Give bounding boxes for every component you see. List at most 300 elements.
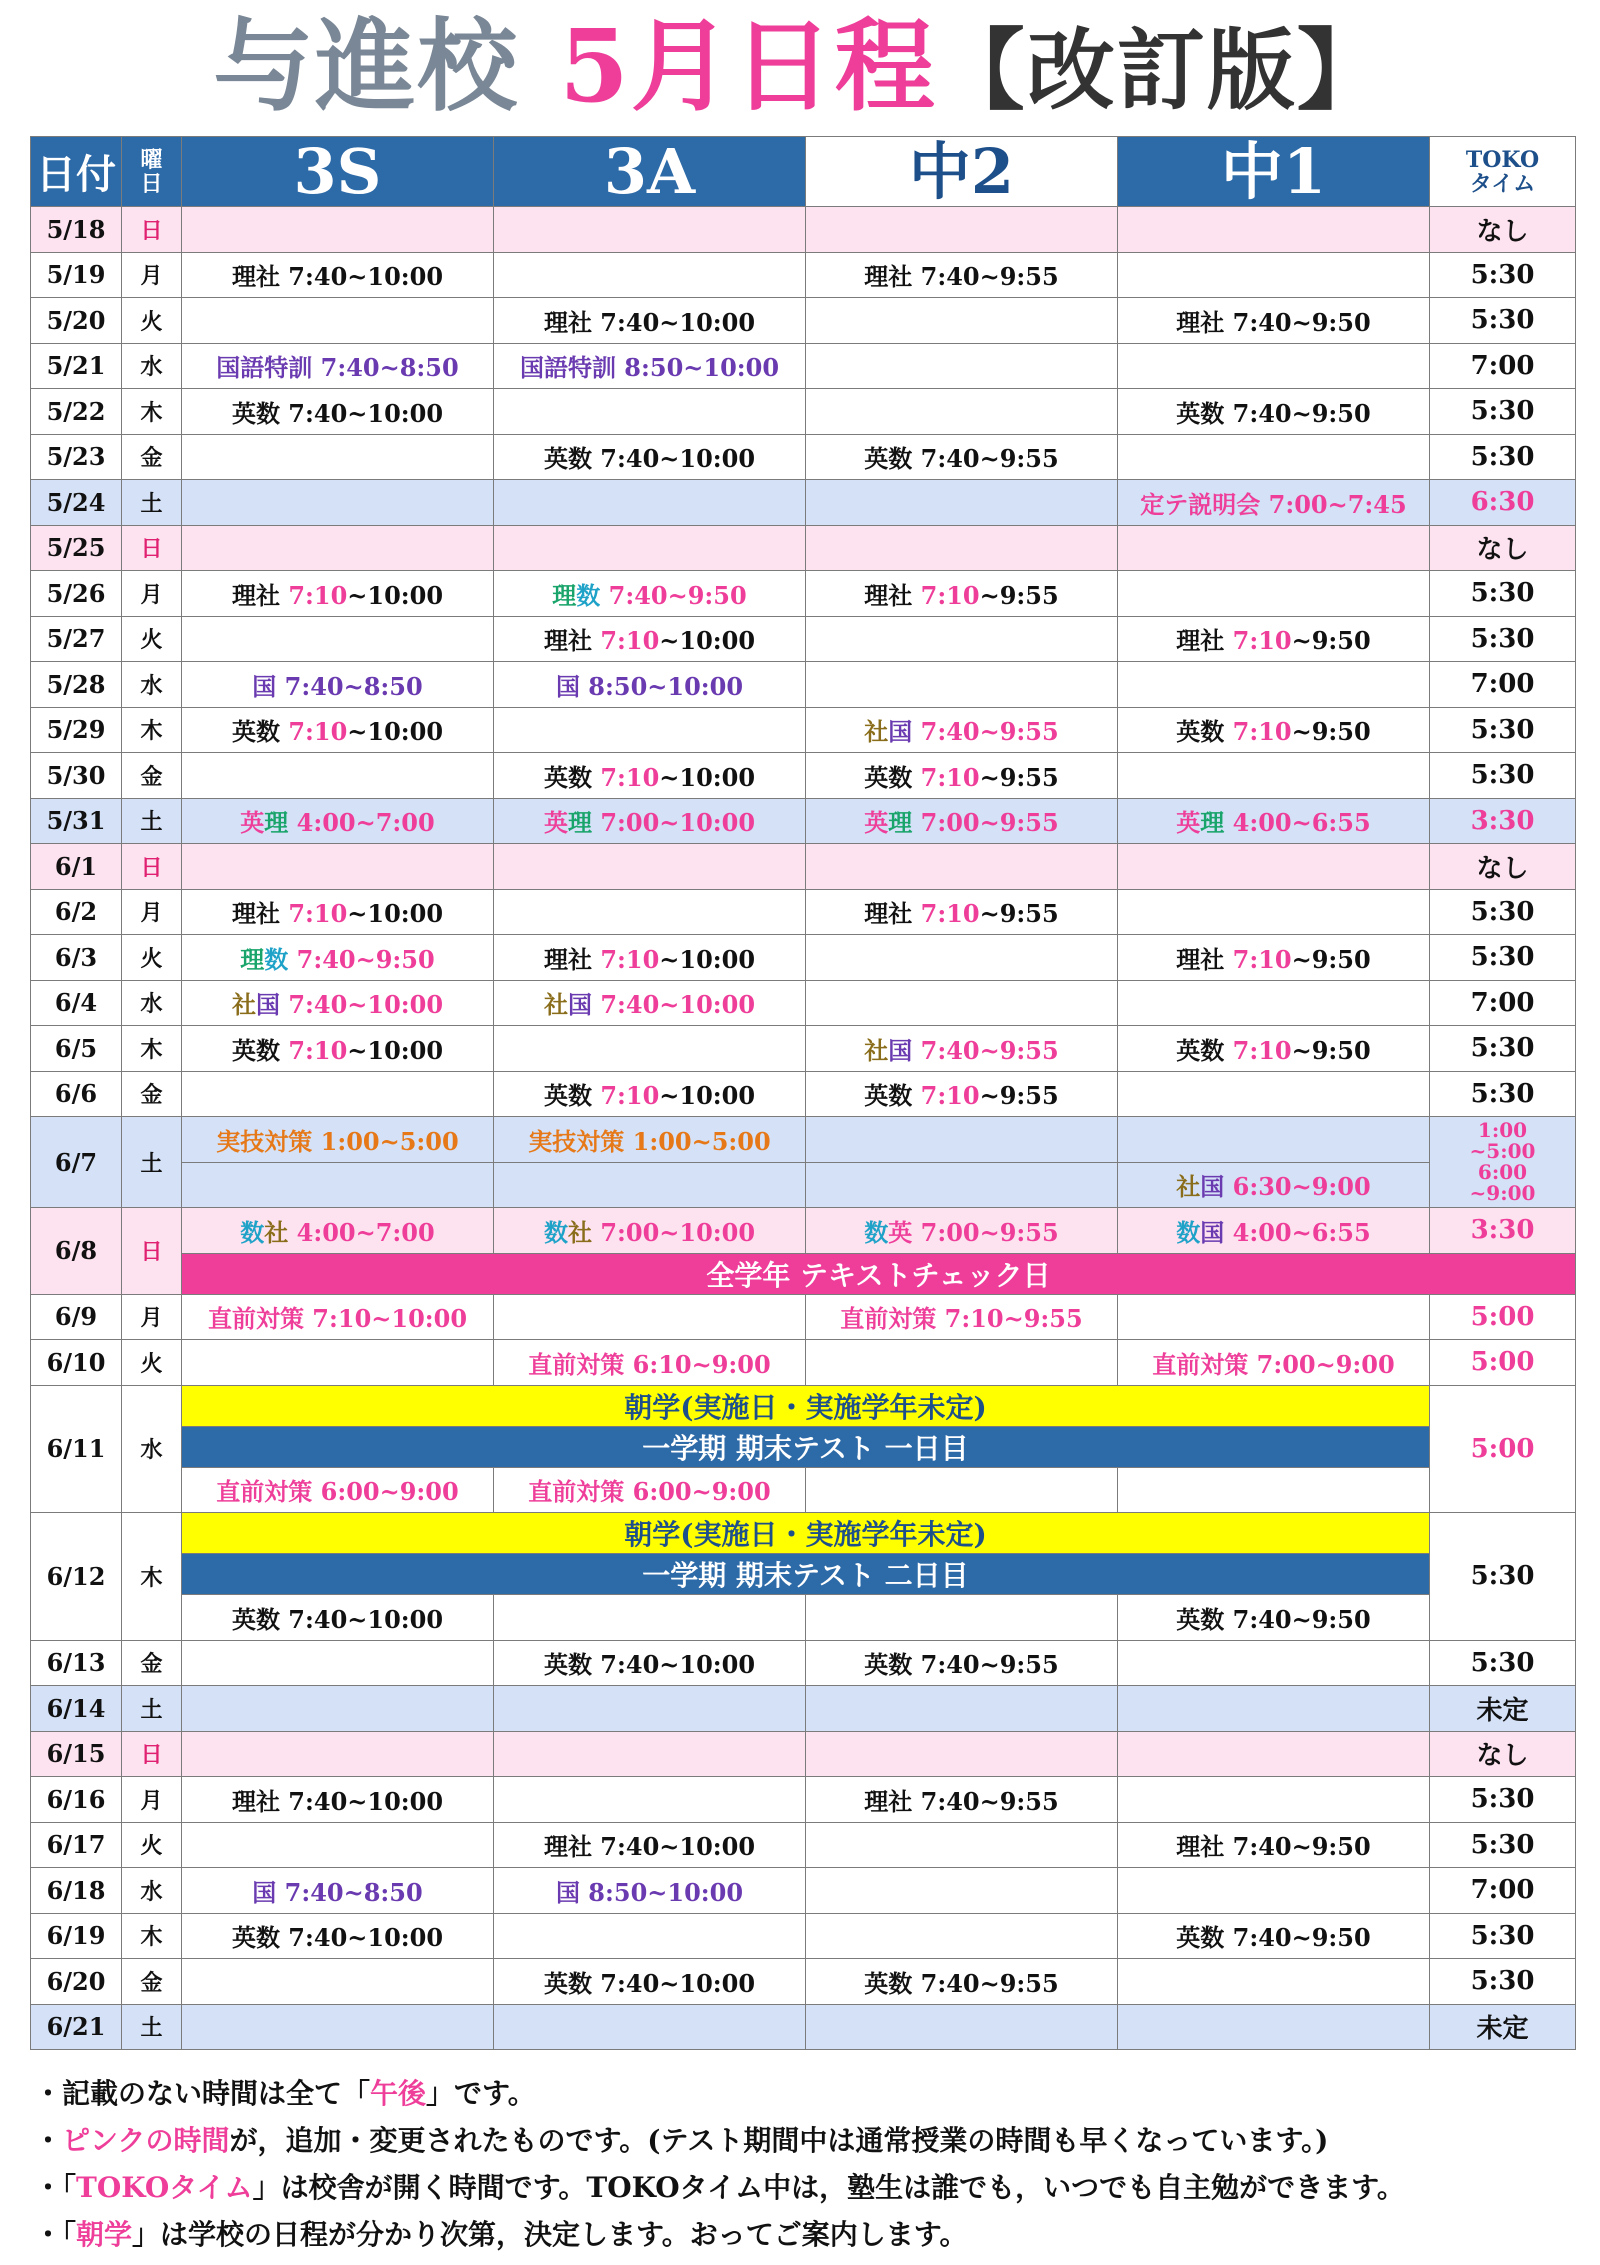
cell-3a: 国 8:50~10:00 <box>494 662 806 708</box>
table-row <box>31 1822 1576 1868</box>
note-highlight: ピンクの時間 <box>62 2124 230 2157</box>
weekday-cell: 土 <box>122 480 182 526</box>
time-changed: 7:00~9:55 <box>920 1217 1059 1247</box>
date-cell: 5/20 <box>31 298 122 344</box>
table-row <box>31 1340 1576 1386</box>
date-cell: 6/4 <box>31 980 122 1026</box>
time-changed: 7:10 <box>288 899 348 929</box>
date-cell: 6/3 <box>31 935 122 981</box>
time-rest: ~9:50 <box>1291 1035 1371 1065</box>
date-cell: 5/19 <box>31 252 122 298</box>
table-row <box>31 389 1576 435</box>
subject-label: 英 <box>864 808 889 838</box>
cell-3a: 直前対策 6:00~9:00 <box>494 1467 806 1513</box>
subject-label: 社 <box>1176 1172 1201 1202</box>
cell-3s <box>182 616 494 662</box>
time-rest: ~9:50 <box>1291 717 1371 747</box>
cell-3s: 直前対策 6:00~9:00 <box>182 1467 494 1513</box>
cell-3s <box>182 1640 494 1686</box>
cell-3s <box>182 1822 494 1868</box>
date-cell: 5/28 <box>31 662 122 708</box>
cell-3a <box>494 207 806 253</box>
cell-m1 <box>1118 1026 1430 1072</box>
cell-m1 <box>1118 1868 1430 1914</box>
date-cell: 5/27 <box>31 616 122 662</box>
cell-3s <box>182 571 494 617</box>
weekday-cell: 土 <box>122 2004 182 2050</box>
table-row <box>31 1294 1576 1340</box>
cell-3a <box>494 980 806 1026</box>
toko-line: 6:00 <box>1477 1160 1528 1184</box>
cell-3a: 国語特訓 8:50~10:00 <box>494 343 806 389</box>
toko-cell: 未定 <box>1430 2004 1576 2050</box>
table-row <box>31 1868 1576 1914</box>
notes <box>34 2070 1574 2258</box>
subject-label: 社 <box>567 1217 592 1247</box>
table-row <box>31 889 1576 935</box>
cell-3a <box>494 1913 806 1959</box>
cell-m1 <box>1118 1731 1430 1777</box>
weekday-cell: 木 <box>122 1513 182 1641</box>
toko-cell: 5:30 <box>1430 616 1576 662</box>
toko-cell: 7:00 <box>1430 662 1576 708</box>
cell-3s <box>182 1731 494 1777</box>
time-changed: 7:40~9:55 <box>920 1035 1059 1065</box>
note-highlight: 午後 <box>370 2077 427 2110</box>
title-revision: 【改訂版】 <box>936 18 1387 122</box>
toko-cell: なし <box>1430 844 1576 890</box>
date-cell: 6/13 <box>31 1640 122 1686</box>
cell-3a: 英数 7:40~10:00 <box>494 1959 806 2005</box>
cell-3s <box>182 753 494 799</box>
subject-label: 理社 <box>543 944 592 974</box>
toko-cell: 5:30 <box>1430 753 1576 799</box>
cell-m1 <box>1118 707 1430 753</box>
cell-m2 <box>806 616 1118 662</box>
date-cell: 6/18 <box>31 1868 122 1914</box>
cell-3a: 理社 7:40~10:00 <box>494 1822 806 1868</box>
cell-m1 <box>1118 1294 1430 1340</box>
cell-m2 <box>806 889 1118 935</box>
weekday-cell: 木 <box>122 389 182 435</box>
cell-3s <box>182 1340 494 1386</box>
toko-cell <box>1430 1117 1576 1208</box>
table-row <box>31 1071 1576 1117</box>
time-changed: 7:10 <box>1232 717 1292 747</box>
toko-cell: 5:30 <box>1430 1959 1576 2005</box>
note-text: ・ <box>34 2124 63 2157</box>
weekday-cell: 月 <box>122 1777 182 1823</box>
date-cell: 6/17 <box>31 1822 122 1868</box>
weekday-cell: 木 <box>122 1026 182 1072</box>
time-changed: 7:10 <box>1232 626 1292 656</box>
toko-cell: 5:30 <box>1430 1777 1576 1823</box>
cell-3a: 直前対策 6:10~9:00 <box>494 1340 806 1386</box>
toko-cell: なし <box>1430 207 1576 253</box>
weekday-cell: 月 <box>122 889 182 935</box>
cell-m2 <box>806 525 1118 571</box>
toko-cell: 5:30 <box>1430 1822 1576 1868</box>
weekday-cell: 火 <box>122 616 182 662</box>
cell-m1: 英数 7:40~9:50 <box>1118 389 1430 435</box>
cell-m2 <box>806 1117 1118 1163</box>
subject-label: 理社 <box>1176 944 1225 974</box>
cell-m1 <box>1118 1208 1430 1254</box>
cell-m2 <box>806 1071 1118 1117</box>
cell-m2 <box>806 389 1118 435</box>
date-cell: 5/21 <box>31 343 122 389</box>
weekday-cell: 金 <box>122 434 182 480</box>
note-line <box>34 2117 1574 2164</box>
weekday-cell: 月 <box>122 1294 182 1340</box>
table-row <box>31 1026 1576 1072</box>
date-cell: 6/9 <box>31 1294 122 1340</box>
subject-label: 理 <box>552 580 577 610</box>
date-cell: 6/11 <box>31 1385 122 1513</box>
header-weekday <box>122 137 182 207</box>
cell-3a <box>494 1686 806 1732</box>
time-rest: ~9:55 <box>979 580 1059 610</box>
table-row <box>31 980 1576 1026</box>
cell-m2 <box>806 343 1118 389</box>
subject-label: 数 <box>240 1217 265 1247</box>
date-cell: 5/23 <box>31 434 122 480</box>
date-cell: 6/16 <box>31 1777 122 1823</box>
table-row <box>31 707 1576 753</box>
weekday-cell: 金 <box>122 1071 182 1117</box>
time-rest: ~10:00 <box>347 899 444 929</box>
time-rest: ~10:00 <box>347 580 444 610</box>
note-line <box>34 2164 1574 2211</box>
cell-m1: 直前対策 7:00~9:00 <box>1118 1340 1430 1386</box>
cell-m1: 理社 7:40~9:50 <box>1118 298 1430 344</box>
cell-3a: 英数 7:40~10:00 <box>494 434 806 480</box>
cell-m1 <box>1118 434 1430 480</box>
subject-label: 理社 <box>231 899 280 929</box>
table-row <box>31 1513 1576 1554</box>
toko-cell: 7:00 <box>1430 980 1576 1026</box>
date-cell: 6/10 <box>31 1340 122 1386</box>
time-changed: 7:40~9:50 <box>608 580 747 610</box>
cell-m1 <box>1118 1467 1430 1513</box>
cell-m2 <box>806 1913 1118 1959</box>
note-highlight: 朝学 <box>76 2218 133 2251</box>
note-text: 」は学校の日程が分かり次第，決定します。おってご案内します。 <box>132 2218 968 2251</box>
header-weekday-bottom: 日 <box>140 170 163 197</box>
cell-m1 <box>1118 662 1430 708</box>
cell-3a <box>494 480 806 526</box>
subject-label: 数 <box>264 944 289 974</box>
note-text: が，追加・変更されたものです。(テスト期間中は通常授業の時間も早くなっています。) <box>229 2124 1329 2157</box>
subject-label: 英数 <box>1176 1035 1225 1065</box>
subject-label: 国 <box>1200 1172 1225 1202</box>
cell-3s: 国 7:40~8:50 <box>182 662 494 708</box>
table-row <box>31 1208 1576 1254</box>
date-cell: 5/24 <box>31 480 122 526</box>
note-text: ・「 <box>34 2171 77 2204</box>
cell-m1 <box>1118 753 1430 799</box>
cell-m1 <box>1118 525 1430 571</box>
cell-m2 <box>806 1162 1118 1208</box>
time-changed: 7:40~10:00 <box>600 990 756 1020</box>
cell-m1 <box>1118 1777 1430 1823</box>
weekday-cell: 金 <box>122 1640 182 1686</box>
cell-3a: 実技対策 1:00~5:00 <box>494 1117 806 1163</box>
cell-3s <box>182 207 494 253</box>
table-row <box>31 1913 1576 1959</box>
cell-m2 <box>806 1868 1118 1914</box>
table-row <box>31 1640 1576 1686</box>
time-changed: 7:10 <box>920 899 980 929</box>
subject-label: 数 <box>576 580 601 610</box>
cell-3a <box>494 844 806 890</box>
cell-m2: 理社 7:40~9:55 <box>806 252 1118 298</box>
cell-3s: 直前対策 7:10~10:00 <box>182 1294 494 1340</box>
subject-label: 国 <box>567 990 592 1020</box>
table-row <box>31 1554 1576 1595</box>
toko-cell: 3:30 <box>1430 1208 1576 1254</box>
cell-m1: 英数 7:40~9:50 <box>1118 1913 1430 1959</box>
date-cell: 6/7 <box>31 1117 122 1208</box>
cell-m1 <box>1118 935 1430 981</box>
toko-cell: 5:00 <box>1430 1340 1576 1386</box>
table-row <box>31 1777 1576 1823</box>
time-changed: 7:00~10:00 <box>600 1217 756 1247</box>
cell-m1 <box>1118 798 1430 844</box>
cell-m1 <box>1118 343 1430 389</box>
weekday-cell: 水 <box>122 343 182 389</box>
cell-3a <box>494 1777 806 1823</box>
table-row <box>31 434 1576 480</box>
time-changed: 7:10 <box>600 762 660 792</box>
header-m1: 中1 <box>1118 137 1430 207</box>
weekday-cell: 水 <box>122 1868 182 1914</box>
cell-3s <box>182 525 494 571</box>
note-line <box>34 2211 1574 2258</box>
time-changed: 7:10 <box>920 1081 980 1111</box>
morning-study-band: 朝学(実施日・実施学年未定) <box>182 1513 1430 1554</box>
cell-m2 <box>806 298 1118 344</box>
cell-m1 <box>1118 2004 1430 2050</box>
cell-3s <box>182 1959 494 2005</box>
cell-3a <box>494 1731 806 1777</box>
title-month: 5月日程 <box>559 7 937 125</box>
table-row <box>31 616 1576 662</box>
weekday-cell: 火 <box>122 298 182 344</box>
date-cell: 6/12 <box>31 1513 122 1641</box>
date-cell: 6/21 <box>31 2004 122 2050</box>
time-changed: 7:10 <box>288 1035 348 1065</box>
subject-label: 国 <box>255 990 280 1020</box>
cell-3s <box>182 1686 494 1732</box>
weekday-cell: 金 <box>122 1959 182 2005</box>
cell-m1 <box>1118 980 1430 1026</box>
time-rest: ~10:00 <box>659 626 756 656</box>
table-row <box>31 1595 1576 1641</box>
text-check-band: 全学年 テキストチェック日 <box>182 1253 1576 1294</box>
cell-m2 <box>806 707 1118 753</box>
weekday-cell: 月 <box>122 571 182 617</box>
date-cell: 6/1 <box>31 844 122 890</box>
toko-cell: 5:30 <box>1430 1640 1576 1686</box>
cell-m2 <box>806 662 1118 708</box>
date-cell: 5/18 <box>31 207 122 253</box>
cell-3a <box>494 2004 806 2050</box>
toko-cell: なし <box>1430 525 1576 571</box>
cell-m1: 定テ説明会 7:00~7:45 <box>1118 480 1430 526</box>
header-toko <box>1430 137 1576 207</box>
cell-m2 <box>806 1026 1118 1072</box>
exam-band: 一学期 期末テスト 二日目 <box>182 1554 1430 1595</box>
date-cell: 6/5 <box>31 1026 122 1072</box>
subject-label: 社 <box>864 1035 889 1065</box>
time-changed: 7:10 <box>600 626 660 656</box>
header-date: 日付 <box>31 137 122 207</box>
note-highlight: TOKOタイム <box>76 2171 253 2204</box>
toko-cell: 5:30 <box>1430 889 1576 935</box>
cell-3a <box>494 389 806 435</box>
subject-label: 理社 <box>864 580 913 610</box>
toko-cell: 未定 <box>1430 1686 1576 1732</box>
cell-m2: 直前対策 7:10~9:55 <box>806 1294 1118 1340</box>
subject-label: 数 <box>1176 1217 1201 1247</box>
weekday-cell: 土 <box>122 798 182 844</box>
cell-m2 <box>806 1822 1118 1868</box>
date-cell: 6/8 <box>31 1208 122 1295</box>
cell-m1 <box>1118 1117 1430 1163</box>
toko-cell: 7:00 <box>1430 343 1576 389</box>
subject-label: 国 <box>1200 1217 1225 1247</box>
subject-label: 社 <box>864 717 889 747</box>
time-changed: 6:30~9:00 <box>1232 1172 1371 1202</box>
note-text: ・「 <box>34 2218 77 2251</box>
cell-3a <box>494 1595 806 1641</box>
cell-m2 <box>806 844 1118 890</box>
weekday-cell: 火 <box>122 1340 182 1386</box>
cell-3s: 実技対策 1:00~5:00 <box>182 1117 494 1163</box>
cell-m2 <box>806 935 1118 981</box>
cell-3a <box>494 1162 806 1208</box>
cell-3a <box>494 889 806 935</box>
weekday-cell: 月 <box>122 252 182 298</box>
cell-3a: 英数 7:40~10:00 <box>494 1640 806 1686</box>
cell-m2 <box>806 1340 1118 1386</box>
date-cell: 5/31 <box>31 798 122 844</box>
weekday-cell: 水 <box>122 980 182 1026</box>
cell-3a <box>494 753 806 799</box>
cell-3a <box>494 1294 806 1340</box>
table-row <box>31 1731 1576 1777</box>
cell-3s <box>182 844 494 890</box>
cell-3s <box>182 980 494 1026</box>
toko-cell: 5:00 <box>1430 1385 1576 1513</box>
cell-m2 <box>806 2004 1118 2050</box>
subject-label: 英 <box>888 1217 913 1247</box>
cell-m1: 理社 7:40~9:50 <box>1118 1822 1430 1868</box>
header-row <box>31 137 1576 207</box>
time-rest: ~9:50 <box>1291 944 1371 974</box>
header-3a: 3A <box>494 137 806 207</box>
cell-3a <box>494 707 806 753</box>
cell-3s <box>182 1162 494 1208</box>
page-title <box>0 0 1600 132</box>
cell-m2: 理社 7:40~9:55 <box>806 1777 1118 1823</box>
school-name: 与進校 <box>213 7 520 125</box>
time-changed: 7:40~9:50 <box>296 944 435 974</box>
cell-3a <box>494 935 806 981</box>
table-row <box>31 1117 1576 1163</box>
subject-label: 理 <box>264 808 289 838</box>
cell-m1 <box>1118 889 1430 935</box>
weekday-cell: 日 <box>122 1208 182 1295</box>
date-cell: 5/30 <box>31 753 122 799</box>
cell-m2 <box>806 207 1118 253</box>
cell-m1 <box>1118 844 1430 890</box>
date-cell: 6/15 <box>31 1731 122 1777</box>
header-toko-top: TOKO <box>1465 146 1540 173</box>
toko-cell: 3:30 <box>1430 798 1576 844</box>
table-row <box>31 2004 1576 2050</box>
note-text: ・記載のない時間は全て「 <box>34 2077 371 2110</box>
table-row <box>31 571 1576 617</box>
subject-label: 英 <box>240 808 265 838</box>
cell-3a <box>494 252 806 298</box>
weekday-cell: 水 <box>122 662 182 708</box>
toko-line: ~9:00 <box>1469 1181 1536 1205</box>
table-row <box>31 207 1576 253</box>
toko-cell: 5:30 <box>1430 1913 1576 1959</box>
cell-m2 <box>806 571 1118 617</box>
time-rest: ~10:00 <box>659 944 756 974</box>
date-cell: 6/20 <box>31 1959 122 2005</box>
time-rest: ~10:00 <box>347 717 444 747</box>
exam-band: 一学期 期末テスト 一日目 <box>182 1426 1430 1467</box>
date-cell: 6/19 <box>31 1913 122 1959</box>
time-rest: ~9:55 <box>979 1081 1059 1111</box>
note-text: 」は校舎が開く時間です。TOKOタイム中は，塾生は誰でも，いつでも自主勉ができます。 <box>252 2171 1405 2204</box>
cell-m1 <box>1118 1686 1430 1732</box>
cell-3s <box>182 707 494 753</box>
cell-m2: 英数 7:40~9:55 <box>806 1640 1118 1686</box>
subject-label: 理社 <box>1176 626 1225 656</box>
date-cell: 6/2 <box>31 889 122 935</box>
subject-label: 英数 <box>543 1081 592 1111</box>
time-changed: 7:10 <box>288 580 348 610</box>
cell-m1 <box>1118 1071 1430 1117</box>
time-changed: 7:10 <box>920 580 980 610</box>
toko-cell: 6:30 <box>1430 480 1576 526</box>
subject-label: 国 <box>888 717 913 747</box>
cell-3s: 国 7:40~8:50 <box>182 1868 494 1914</box>
subject-label: 理社 <box>543 626 592 656</box>
subject-label: 理 <box>240 944 265 974</box>
table-row <box>31 1467 1576 1513</box>
toko-cell: 5:30 <box>1430 252 1576 298</box>
weekday-cell: 水 <box>122 1385 182 1513</box>
weekday-cell: 火 <box>122 935 182 981</box>
header-3s: 3S <box>182 137 494 207</box>
cell-3s <box>182 2004 494 2050</box>
time-changed: 7:10 <box>288 717 348 747</box>
cell-m2 <box>806 1467 1118 1513</box>
subject-label: 数 <box>543 1217 568 1247</box>
weekday-cell: 日 <box>122 207 182 253</box>
table-row <box>31 1959 1576 2005</box>
cell-3s <box>182 434 494 480</box>
date-cell: 5/29 <box>31 707 122 753</box>
time-changed: 4:00~7:00 <box>296 1217 435 1247</box>
cell-3a <box>494 616 806 662</box>
